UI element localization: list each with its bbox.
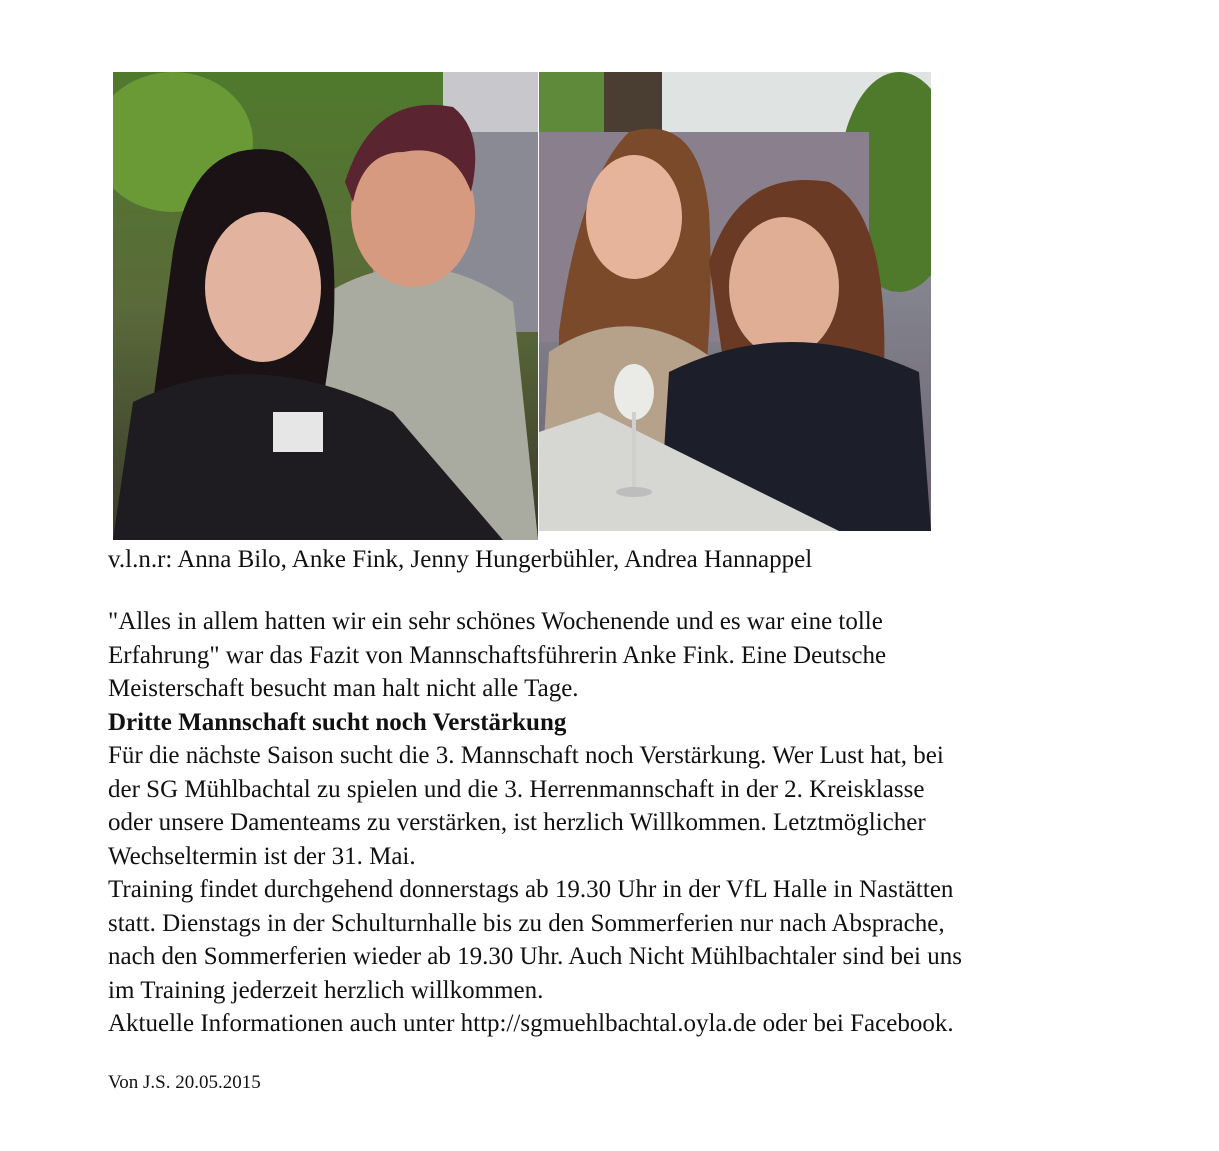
paragraph-line: "Alles in allem hatten wir ein sehr schönes Wochenende und es war eine tolle <box>108 608 883 635</box>
section-heading: Dritte Mannschaft sucht noch Verstärkung <box>108 708 567 736</box>
paragraph-line: Training findet durchgehend donnerstags ab 19.30 Uhr in der VfL Halle in Nastätten <box>108 876 954 903</box>
byline: Von J.S. 20.05.2015 <box>108 1072 261 1093</box>
paragraph-line: der SG Mühlbachtal zu spielen und die 3. Herrenmannschaft in der 2. Kreisklasse <box>108 775 925 803</box>
photo-left <box>113 72 538 540</box>
paragraph-line: nach den Sommerferien wieder ab 19.30 Uhr. Auch Nicht Mühlbachtaler sind bei uns <box>108 943 962 970</box>
photo-right-image <box>539 72 931 531</box>
info-line: Aktuelle Informationen auch unter http://sgmuehlbachtal.oyla.de oder bei Facebook. <box>108 1010 954 1037</box>
photo-right <box>539 72 931 531</box>
paragraph-line: Für die nächste Saison sucht die 3. Mannschaft noch Verstärkung. Wer Lust hat, bei <box>108 742 944 769</box>
paragraph-line: oder unsere Damenteams zu verstärken, ist herzlich Willkommen. Letztmöglicher <box>108 809 926 836</box>
article-body <box>108 605 1168 1041</box>
paragraph-line: Meisterschaft besucht man halt nicht alle Tage. <box>108 675 579 702</box>
photo-caption: v.l.n.r: Anna Bilo, Anke Fink, Jenny Hungerbühler, Andrea Hannappel <box>108 546 813 573</box>
photo-left-image <box>113 72 538 540</box>
paragraph-line: Wechseltermin ist der 31. Mai. <box>108 842 416 870</box>
paragraph-line: Erfahrung" war das Fazit von Mannschaftsführerin Anke Fink. Eine Deutsche <box>108 641 887 669</box>
paragraph-line: im Training jederzeit herzlich willkommen. <box>108 976 544 1004</box>
paragraph-line: statt. Dienstags in der Schulturnhalle bis zu den Sommerferien nur nach Absprache, <box>108 909 945 937</box>
